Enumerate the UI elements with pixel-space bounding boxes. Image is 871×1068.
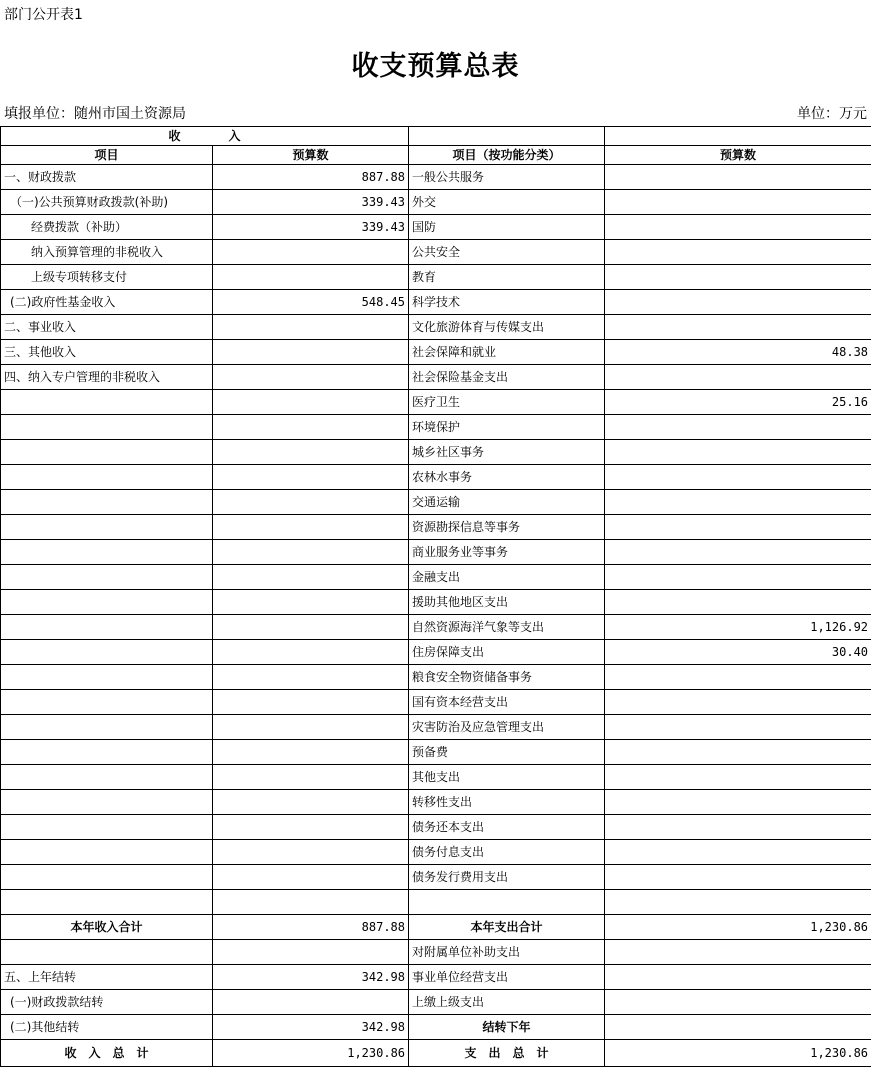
income-group-header: 收 入 xyxy=(1,127,409,146)
expense-item-cell: 事业单位经营支出 xyxy=(409,965,605,990)
expense-amount-cell xyxy=(605,265,871,290)
table-row xyxy=(1,340,871,365)
income-amount-cell xyxy=(213,415,409,440)
income-item-cell xyxy=(1,815,213,840)
expense-item-cell: 教育 xyxy=(409,265,605,290)
income-amount-cell xyxy=(213,690,409,715)
expense-amount-cell xyxy=(605,1015,871,1040)
income-amount-cell xyxy=(213,390,409,415)
income-item-cell: （一)公共预算财政拨款(补助) xyxy=(1,190,213,215)
expense-amount-cell xyxy=(605,940,871,965)
expense-item-cell: 科学技术 xyxy=(409,290,605,315)
expense-item-cell: 债务付息支出 xyxy=(409,840,605,865)
expense-item-cell: 城乡社区事务 xyxy=(409,440,605,465)
expense-amount-cell: 48.38 xyxy=(605,340,871,365)
form-id: 部门公开表1 xyxy=(4,7,83,23)
income-grand-total-amount: 1,230.86 xyxy=(213,1040,409,1067)
income-amount-cell xyxy=(213,765,409,790)
income-subtotal-label: 本年收入合计 xyxy=(1,915,213,940)
income-item-cell: 一、财政拨款 xyxy=(1,165,213,190)
expense-subtotal-amount: 1,230.86 xyxy=(605,915,871,940)
table-row xyxy=(1,940,871,965)
reporting-unit: 填报单位：随州市国土资源局 xyxy=(4,106,186,122)
table-row xyxy=(1,765,871,790)
income-amount-cell xyxy=(213,590,409,615)
income-item-cell xyxy=(1,540,213,565)
income-grand-total-label: 收 入 总 计 xyxy=(1,1040,213,1067)
table-row xyxy=(1,365,871,390)
expense-item-cell: 金融支出 xyxy=(409,565,605,590)
income-amount-cell xyxy=(213,990,409,1015)
expense-amount-cell xyxy=(605,990,871,1015)
table-row xyxy=(1,665,871,690)
table-row xyxy=(1,590,871,615)
income-amount-cell xyxy=(213,615,409,640)
income-amount-cell xyxy=(213,265,409,290)
table-row xyxy=(1,865,871,890)
table-row xyxy=(1,1040,871,1067)
income-amount-cell: 339.43 xyxy=(213,190,409,215)
income-item-cell xyxy=(1,740,213,765)
table-row xyxy=(1,540,871,565)
expense-item-cell: 农林水事务 xyxy=(409,465,605,490)
income-amount-cell xyxy=(213,240,409,265)
income-item-cell: 经费拨款（补助） xyxy=(1,215,213,240)
income-item-cell xyxy=(1,640,213,665)
income-amount-cell xyxy=(213,365,409,390)
expense-group-header-blank xyxy=(409,127,605,146)
income-item-cell: 五、上年结转 xyxy=(1,965,213,990)
expense-item-cell: 灾害防治及应急管理支出 xyxy=(409,715,605,740)
table-row xyxy=(1,490,871,515)
expense-amount-cell: 1,126.92 xyxy=(605,615,871,640)
table-row xyxy=(1,265,871,290)
income-amount-cell xyxy=(213,315,409,340)
expense-group-header-blank xyxy=(605,127,871,146)
expense-item-cell: 住房保障支出 xyxy=(409,640,605,665)
expense-amount-cell xyxy=(605,190,871,215)
expense-item-cell: 预备费 xyxy=(409,740,605,765)
expense-amount-cell xyxy=(605,565,871,590)
expense-amount-cell xyxy=(605,165,871,190)
expense-amount-cell xyxy=(605,365,871,390)
income-amount-cell xyxy=(213,340,409,365)
income-item-cell: (一)财政拨款结转 xyxy=(1,990,213,1015)
unit-of-measure: 单位：万元 xyxy=(797,106,867,122)
table-row xyxy=(1,790,871,815)
income-item-cell: 纳入预算管理的非税收入 xyxy=(1,240,213,265)
table-row xyxy=(1,390,871,415)
income-amount-cell xyxy=(213,865,409,890)
expense-grand-total-amount: 1,230.86 xyxy=(605,1040,871,1067)
income-amount-cell xyxy=(213,790,409,815)
expense-amount-cell xyxy=(605,465,871,490)
income-amount-cell xyxy=(213,565,409,590)
expense-amount-cell xyxy=(605,790,871,815)
expense-item-cell: 环境保护 xyxy=(409,415,605,440)
income-amount-cell xyxy=(213,540,409,565)
expense-amount-cell xyxy=(605,715,871,740)
table-row xyxy=(1,1015,871,1040)
income-item-cell: 二、事业收入 xyxy=(1,315,213,340)
expense-item-cell: 公共安全 xyxy=(409,240,605,265)
income-amount-cell: 342.98 xyxy=(213,1015,409,1040)
income-item-cell xyxy=(1,415,213,440)
expense-item-cell: 债务还本支出 xyxy=(409,815,605,840)
expense-amount-cell xyxy=(605,765,871,790)
table-row xyxy=(1,965,871,990)
expense-item-cell: 转移性支出 xyxy=(409,790,605,815)
expense-amount-cell xyxy=(605,840,871,865)
income-amount-cell xyxy=(213,740,409,765)
income-item-cell xyxy=(1,690,213,715)
expense-amount-cell xyxy=(605,590,871,615)
table-row xyxy=(1,165,871,190)
expense-subtotal-label: 本年支出合计 xyxy=(409,915,605,940)
expense-item-cell: 国防 xyxy=(409,215,605,240)
income-item-cell xyxy=(1,790,213,815)
income-item-cell: 三、其他收入 xyxy=(1,340,213,365)
income-amount-cell: 887.88 xyxy=(213,165,409,190)
income-subtotal-amount: 887.88 xyxy=(213,915,409,940)
table-row xyxy=(1,690,871,715)
expense-amount-cell: 30.40 xyxy=(605,640,871,665)
expense-item-cell: 文化旅游体育与传媒支出 xyxy=(409,315,605,340)
table-row xyxy=(1,815,871,840)
column-header-row xyxy=(1,146,871,165)
table-row xyxy=(1,740,871,765)
expense-amount-cell: 25.16 xyxy=(605,390,871,415)
table-row xyxy=(1,640,871,665)
expense-amount-cell xyxy=(605,865,871,890)
income-item-cell: 四、纳入专户管理的非税收入 xyxy=(1,365,213,390)
table-row xyxy=(1,915,871,940)
expense-amount-cell xyxy=(605,240,871,265)
expense-amount-cell xyxy=(605,540,871,565)
expense-amount-cell xyxy=(605,890,871,915)
income-amount-cell xyxy=(213,715,409,740)
income-amount-cell xyxy=(213,890,409,915)
expense-amount-cell xyxy=(605,740,871,765)
table-row xyxy=(1,415,871,440)
expense-amount-cell xyxy=(605,815,871,840)
income-amount-cell xyxy=(213,940,409,965)
table-row xyxy=(1,990,871,1015)
expense-amount-cell xyxy=(605,290,871,315)
table-row xyxy=(1,565,871,590)
income-amount-cell xyxy=(213,815,409,840)
expense-item-cell: 援助其他地区支出 xyxy=(409,590,605,615)
table-row xyxy=(1,290,871,315)
expense-amount-cell xyxy=(605,315,871,340)
budget-summary-table xyxy=(0,126,871,1067)
income-amount-cell xyxy=(213,665,409,690)
expense-item-cell: 债务发行费用支出 xyxy=(409,865,605,890)
expense-item-cell: 社会保障和就业 xyxy=(409,340,605,365)
expense-item-header: 项目（按功能分类） xyxy=(409,146,605,165)
expense-item-cell: 外交 xyxy=(409,190,605,215)
expense-grand-total-label: 支 出 总 计 xyxy=(409,1040,605,1067)
income-amount-cell: 342.98 xyxy=(213,965,409,990)
expense-amount-cell xyxy=(605,665,871,690)
income-item-cell xyxy=(1,865,213,890)
expense-item-cell xyxy=(409,890,605,915)
income-amount-cell xyxy=(213,640,409,665)
income-item-cell xyxy=(1,665,213,690)
income-item-cell xyxy=(1,715,213,740)
table-row xyxy=(1,215,871,240)
expense-item-cell: 社会保险基金支出 xyxy=(409,365,605,390)
table-row xyxy=(1,190,871,215)
expense-amount-header: 预算数 xyxy=(605,146,871,165)
income-amount-header: 预算数 xyxy=(213,146,409,165)
income-amount-cell: 548.45 xyxy=(213,290,409,315)
income-item-cell xyxy=(1,565,213,590)
income-amount-cell xyxy=(213,440,409,465)
expense-item-cell: 国有资本经营支出 xyxy=(409,690,605,715)
income-item-cell xyxy=(1,490,213,515)
income-item-cell xyxy=(1,940,213,965)
expense-item-cell: 医疗卫生 xyxy=(409,390,605,415)
expense-item-cell: 商业服务业等事务 xyxy=(409,540,605,565)
income-item-cell xyxy=(1,765,213,790)
table-row xyxy=(1,315,871,340)
table-row xyxy=(1,440,871,465)
expense-amount-cell xyxy=(605,690,871,715)
income-item-cell xyxy=(1,390,213,415)
income-amount-cell xyxy=(213,840,409,865)
expense-amount-cell xyxy=(605,515,871,540)
expense-amount-cell xyxy=(605,415,871,440)
income-item-cell xyxy=(1,890,213,915)
table-row xyxy=(1,465,871,490)
income-item-cell: 上级专项转移支付 xyxy=(1,265,213,290)
expense-item-cell: 粮食安全物资储备事务 xyxy=(409,665,605,690)
income-amount-cell xyxy=(213,515,409,540)
table-row xyxy=(1,615,871,640)
income-item-cell xyxy=(1,590,213,615)
income-amount-cell: 339.43 xyxy=(213,215,409,240)
expense-item-cell: 自然资源海洋气象等支出 xyxy=(409,615,605,640)
expense-item-cell: 资源勘探信息等事务 xyxy=(409,515,605,540)
expense-item-cell: 其他支出 xyxy=(409,765,605,790)
income-item-cell xyxy=(1,515,213,540)
income-amount-cell xyxy=(213,490,409,515)
table-row xyxy=(1,240,871,265)
income-amount-cell xyxy=(213,465,409,490)
income-item-cell: (二)其他结转 xyxy=(1,1015,213,1040)
expense-item-cell: 一般公共服务 xyxy=(409,165,605,190)
expense-amount-cell xyxy=(605,965,871,990)
group-header-row xyxy=(1,127,871,146)
page-title: 收支预算总表 xyxy=(351,51,520,82)
income-item-cell xyxy=(1,465,213,490)
income-item-header: 项目 xyxy=(1,146,213,165)
expense-amount-cell xyxy=(605,490,871,515)
expense-item-cell: 交通运输 xyxy=(409,490,605,515)
expense-amount-cell xyxy=(605,440,871,465)
expense-item-cell: 上缴上级支出 xyxy=(409,990,605,1015)
table-row xyxy=(1,515,871,540)
table-row xyxy=(1,890,871,915)
income-item-cell xyxy=(1,440,213,465)
expense-amount-cell xyxy=(605,215,871,240)
income-item-cell xyxy=(1,840,213,865)
income-item-cell xyxy=(1,615,213,640)
carry-forward-label: 结转下年 xyxy=(409,1015,605,1040)
income-item-cell: (二)政府性基金收入 xyxy=(1,290,213,315)
table-row xyxy=(1,715,871,740)
expense-item-cell: 对附属单位补助支出 xyxy=(409,940,605,965)
table-row xyxy=(1,840,871,865)
